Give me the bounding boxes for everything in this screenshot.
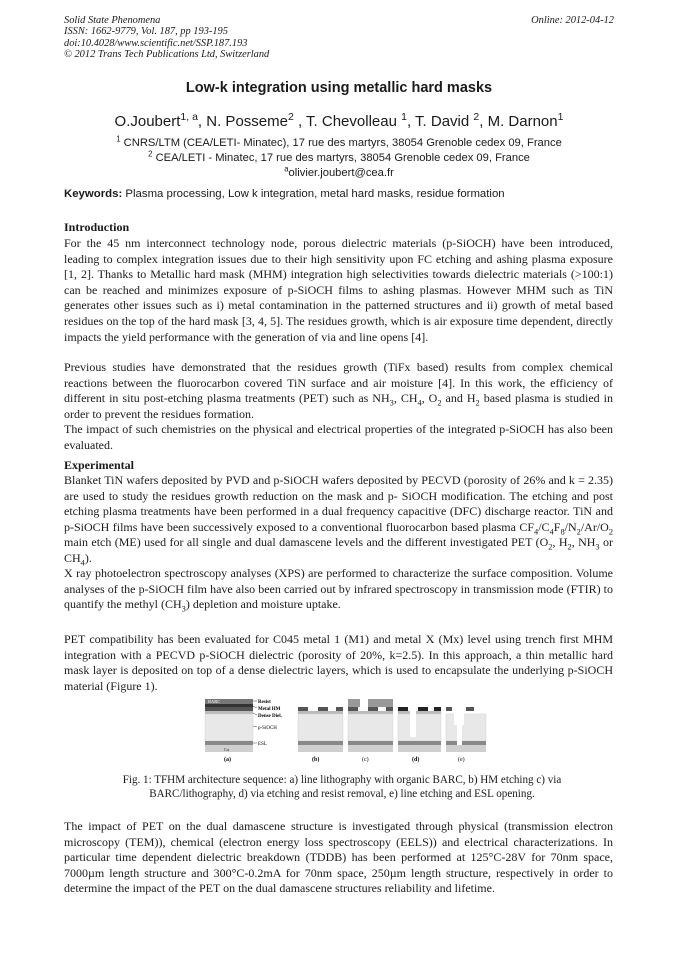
final-paragraph: The impact of PET on the dual damascene structure is investigated through physical (transmission electron microscopy (TEM)), chemical (electron energy loss spectroscopy (EELS)) and electrical characterizations. In particular time dependent dielectric breakdown (TDDB) has been performed at 125°C-28V for 70nm space, 7000µm length structure and 300°C-0.2mA for 70nm space, 250µm length structure, respectively in order to determine the impact of the PET on the dual damascene structures reliability and lifetime. — [64, 819, 613, 896]
panel-label-a: (a) — [224, 757, 231, 763]
author-sup: 1 — [557, 111, 564, 123]
panel-e — [446, 707, 486, 752]
label-barc: BARC — [208, 699, 221, 704]
figure-1-diagram — [200, 697, 490, 767]
experimental-paragraph-1: Blanket TiN wafers deposited by PVD and p-SiOCH wafers deposited by PECVD (porosity of 26% and k = 2.35) are used to study the residues growth reduction on the mask and p- SiOCH modification. The etching and post etching plasma treatments have been performed in a dual frequency capacitive (DFC) discharge reactor. TiN and p-SiOCH films have been successively exposed to a conventional fluorocarbon based plasma $CF_4/C_4F_8/N_2/Ar/O_2$ main etch (ME) used for all single and dual damascene levels and the different investigated PET ($O_2$, $H_2$, $NH_3$ or $CH_4$). — [64, 473, 613, 568]
online-date: Online: 2012-04-12 — [531, 15, 614, 26]
panel-label-d: (d) — [412, 757, 420, 763]
label-psioch: p-SiOCH — [258, 726, 277, 731]
doi-line: doi:10.4028/www.scientific.net/SSP.187.193 — [64, 37, 248, 49]
intro-paragraph-1: For the 45 nm interconnect technology node, porous dielectric materials (p-SiOCH) have been introduced, leading to complex integration issues due to their high sensitivity upon FC etching and ashing plasma exposure [1, 2]. Thanks to Metallic hard mask (MHM) integration high selectivities towards dielectric materials (>100:1) can be reached and minimizes exposure of p-SiOCH films to ashing plasmas. However MHM such as TiN generates other issues such as i) metal contamination in the patterned structures and ii) growth of metal based residues on the top of the hard mask [3, 4, 5]. The residues growth, which is air exposure time dependent, directly impacts the yield performance with the generation of via and line opens [4]. — [64, 236, 613, 344]
author-sup: 2 — [287, 111, 294, 123]
journal-header — [64, 15, 269, 60]
author-name: N. Posseme — [206, 113, 288, 130]
experimental-paragraph-3: PET compatibility has been evaluated for C045 metal 1 (M1) and metal X (Mx) level using trench first MHM integration with a PECVD p-SiOCH dielectric (porosity of 20%, k=2.5). In this approach, a thin metallic hard mask layer is deposited on top of a dense dielectric layers, which is used to encapsulate the underlying p-SiOCH material (Figure 1). — [64, 632, 613, 693]
author-name: O.Joubert — [114, 113, 181, 130]
paper-title: Low-k integration using metallic hard masks — [185, 80, 493, 96]
author-sup: 1 — [401, 111, 407, 123]
panel-label-b: (b) — [312, 757, 320, 763]
panel-label-c: (c) — [362, 757, 369, 763]
email-link[interactable]: olivier.joubert@cea.fr — [288, 167, 394, 179]
panel-c — [348, 699, 393, 752]
layer-legend — [253, 700, 283, 747]
intro-heading: Introduction — [64, 220, 130, 234]
keywords-text: Plasma processing, Low k integration, metal hard masks, residue formation — [125, 188, 505, 200]
affiliation-1: $^1$ CNRS/LTM (CEA/LETI- Minatec), 17 rue des martyrs, 38054 Grenoble cedex 09, France — [116, 134, 562, 149]
keywords — [64, 188, 505, 200]
journal-name: Solid State Phenomena — [64, 15, 161, 26]
experimental-heading: Experimental — [64, 458, 134, 472]
label-esl: ESL — [258, 742, 267, 747]
figure-1-caption: Fig. 1: TFHM architecture sequence: a) line lithography with organic BARC, b) HM etching c) via BARC/lithography, d) via etching and resist removal, e) line etching and ESL opening. — [122, 774, 562, 801]
intro-paragraph-2: Previous studies have demonstrated that the residues growth (TiFx based) results from complex chemical reactions between the fluorocarbon covered TiN surface and air moisture [4]. In this work, the efficiency of different in situ post-etching plasma treatments (PET) such as $NH_3$, $CH_4$, $O_2$ and $H_2$ based plasma is studied in order to prevent the residues formation. — [64, 360, 613, 421]
copyright-line: © 2012 Trans Tech Publications Ltd, Switzerland — [64, 48, 270, 60]
panel-a — [205, 699, 253, 752]
issn-line: ISSN: 1662-9779, Vol. 187, pp 193-195 — [64, 26, 228, 38]
label-resist: Resist — [258, 700, 271, 705]
label-dense-diel: Dense Diel. — [258, 714, 282, 719]
label-metal-hm: Metal HM — [258, 707, 281, 712]
author-list: O.Joubert$^{1, a}$, N. Posseme$^2$ , T. Chevolleau $^1$, T. David $^2$, M. Darnon$^1$ — [114, 111, 564, 130]
keywords-label: Keywords: — [64, 188, 123, 200]
author-name: T. David — [415, 113, 470, 130]
author-name: T. Chevolleau — [306, 113, 397, 130]
experimental-paragraph-2: X ray photoelectron spectroscopy analyses (XPS) are performed to characterize the surface composition. Volume analyses of the p-SiOCH film have also been carried out by infrared spectroscopy in transmission mode (FTIR) to quantify the methyl $(CH_3)$ depletion and moisture uptake. — [64, 566, 613, 614]
label-cu: Cu — [224, 747, 230, 752]
panel-b — [298, 707, 343, 752]
panel-label-e: (e) — [458, 757, 465, 763]
author-sup: 2 — [473, 111, 480, 123]
author-sup: 1, a — [180, 111, 198, 123]
author-name: M. Darnon — [487, 113, 558, 130]
email: $^a$olivier.joubert@cea.fr — [284, 164, 394, 179]
panel-d — [398, 707, 441, 752]
intro-paragraph-3: The impact of such chemistries on the physical and electrical properties of the integrated p-SiOCH has also been evaluated. — [64, 422, 613, 452]
affiliation-2: $^2$ CEA/LETI - Minatec, 17 rue des martyrs, 38054 Grenoble cedex 09, France — [148, 149, 530, 164]
